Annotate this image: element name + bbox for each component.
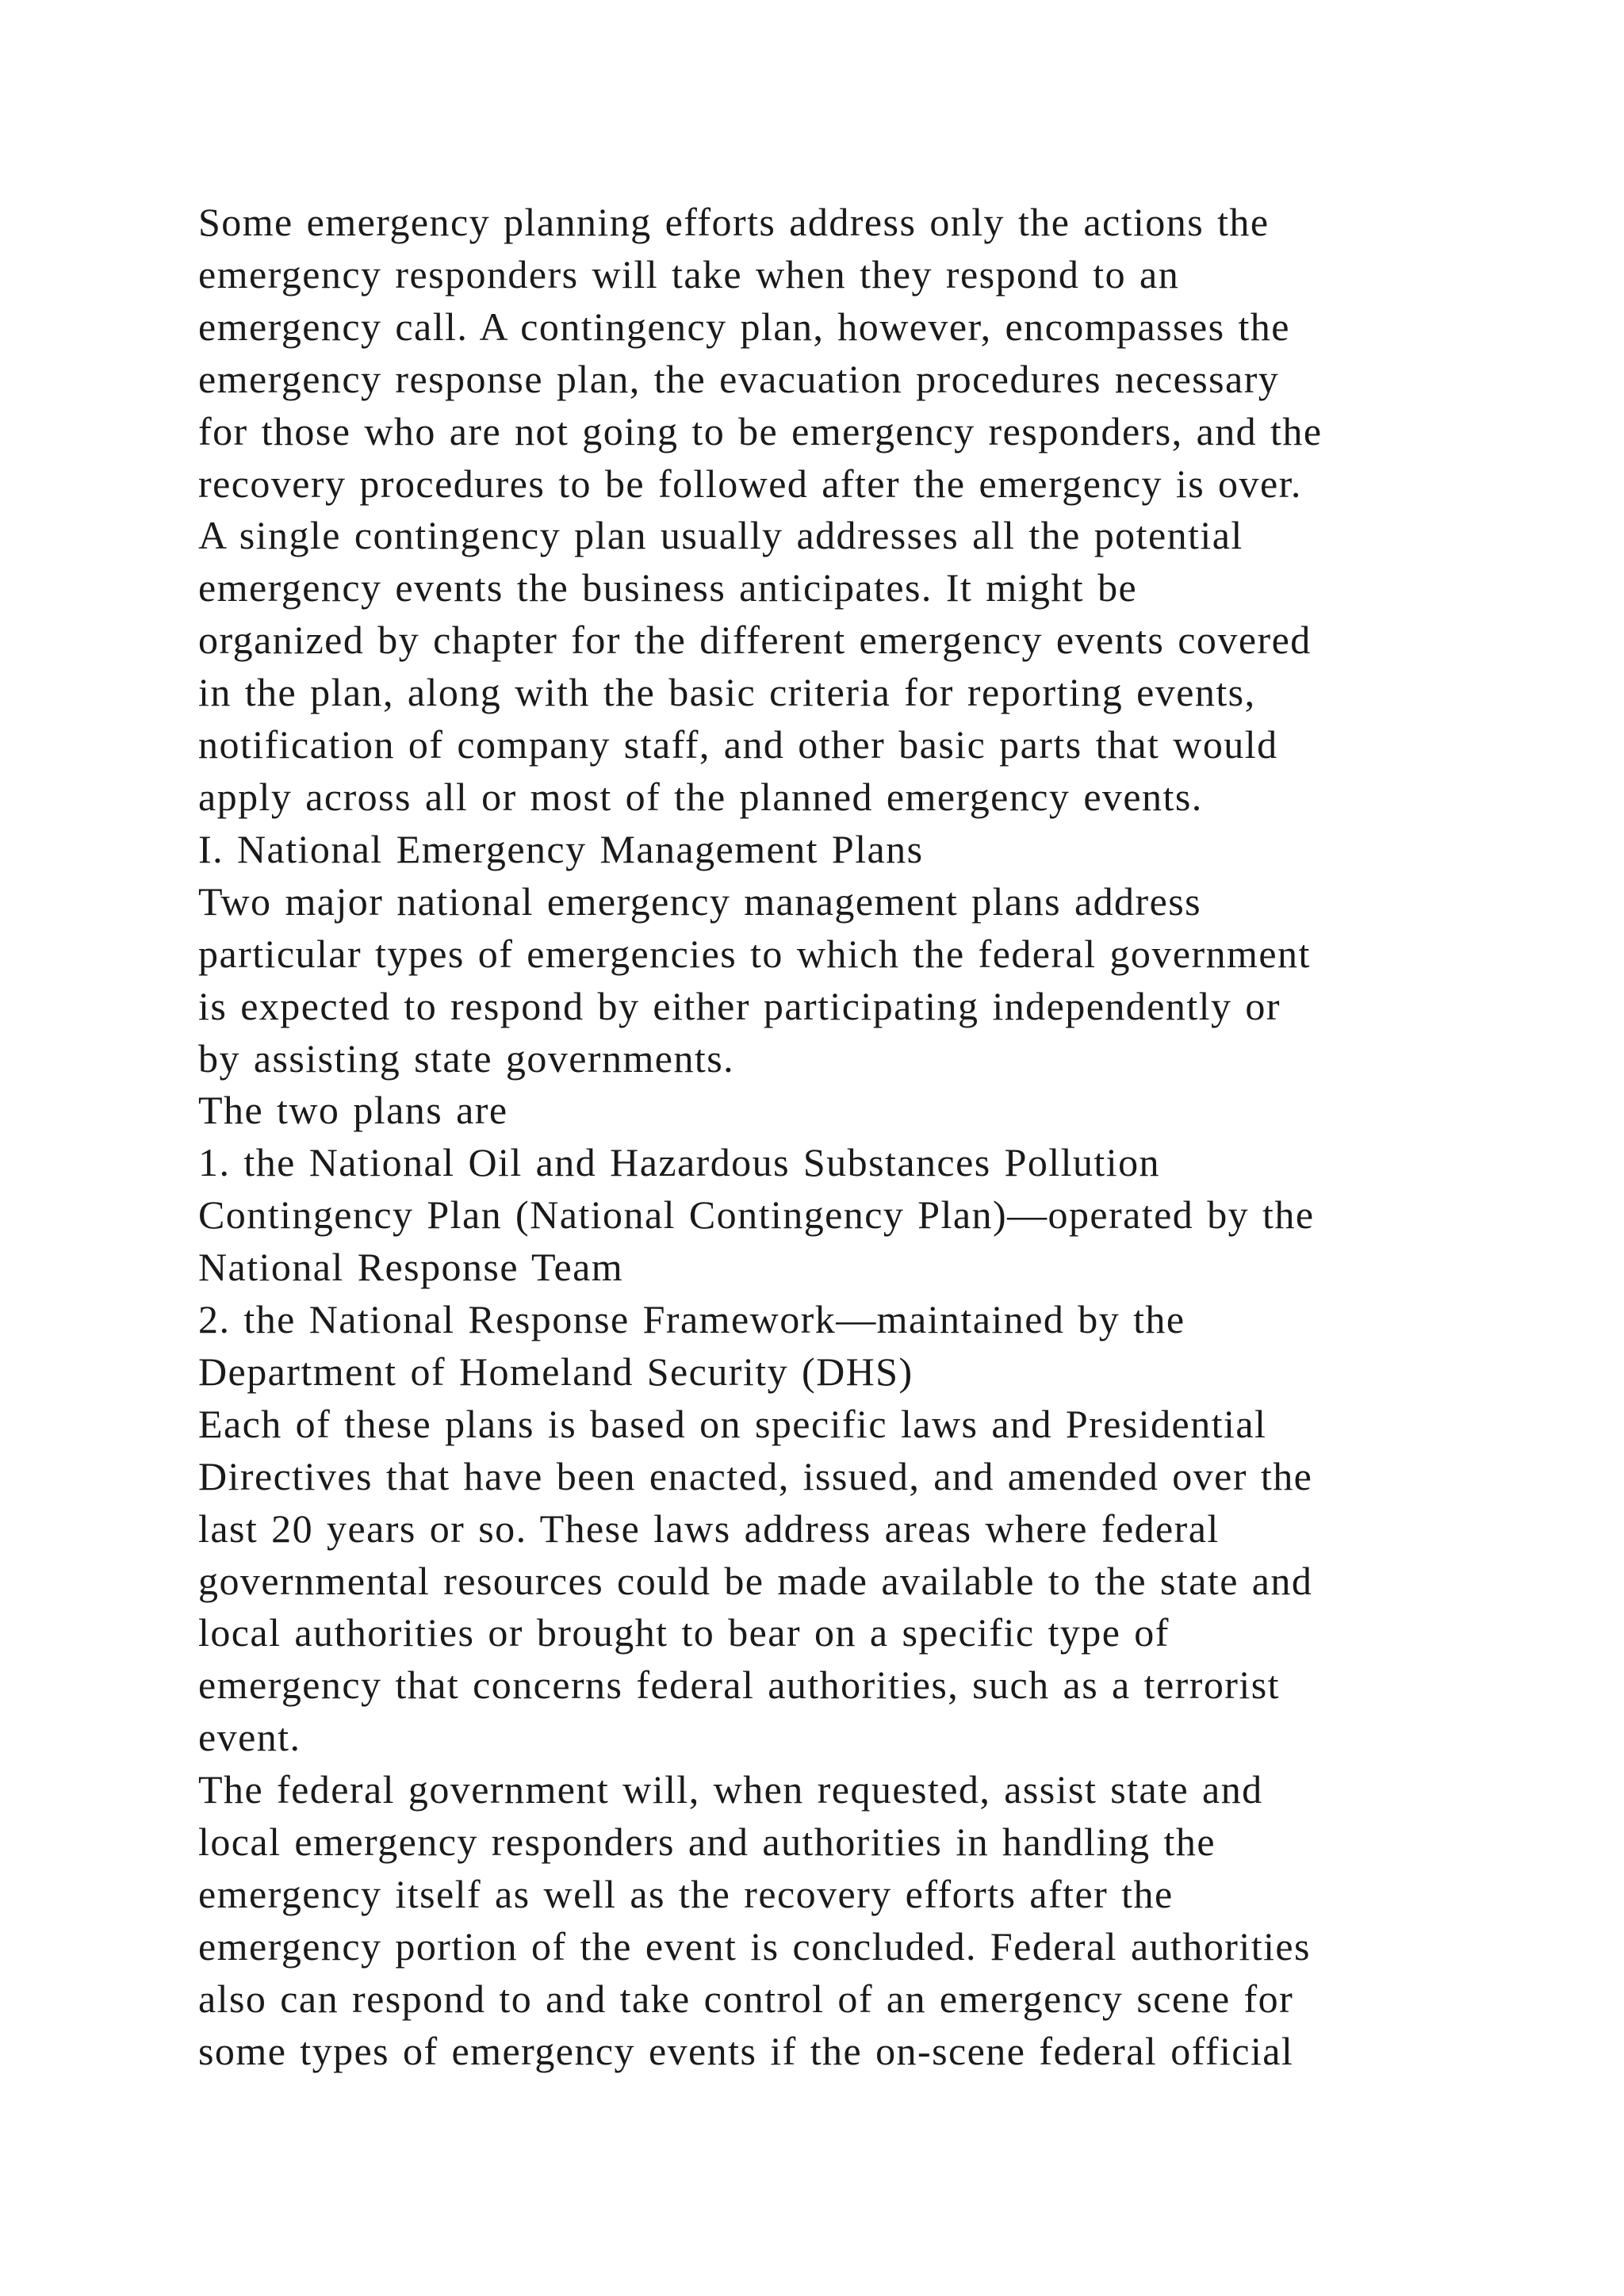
text-line: emergency portion of the event is concluded. Federal authorities <box>198 1923 1311 1969</box>
text-line: also can respond to and take control of an emergency scene for <box>198 1976 1294 2021</box>
text-line: emergency response plan, the evacuation procedures necessary <box>198 356 1280 401</box>
text-line: apply across all or most of the planned emergency events. <box>198 774 1203 819</box>
text-line: is expected to respond by either participating independently or <box>198 983 1281 1028</box>
text-line: emergency that concerns federal authorities, such as a terrorist <box>198 1663 1280 1708</box>
text-line: The federal government will, when requested, assist state and <box>198 1767 1263 1812</box>
text-line: some types of emergency events if the on-scene federal official <box>198 2028 1294 2073</box>
text-line: event. <box>198 1715 301 1760</box>
text-line: Two major national emergency management plans address <box>198 878 1202 924</box>
text-line: A single contingency plan usually addresses all the potential <box>198 513 1243 558</box>
text-line: emergency events the business anticipates. It might be <box>198 565 1138 610</box>
text-line: governmental resources could be made available to the state and <box>198 1558 1313 1603</box>
text-line: local authorities or brought to bear on a specific type of <box>198 1610 1170 1655</box>
text-line: Directives that have been enacted, issued, and amended over the <box>198 1453 1313 1498</box>
list-item-continuation: Department of Homeland Security (DHS) <box>198 1349 914 1394</box>
section-heading: I. National Emergency Management Plans <box>198 826 924 871</box>
text-line: Some emergency planning efforts address only the actions the <box>198 200 1270 244</box>
text-line: in the plan, along with the basic criteria for reporting events, <box>198 670 1256 715</box>
text-line: The two plans are <box>198 1088 508 1133</box>
text-line: for those who are not going to be emergency responders, and the <box>198 408 1323 453</box>
text-line: emergency responders will take when they respond to an <box>198 251 1180 297</box>
text-line: notification of company staff, and other basic parts that would <box>198 722 1278 767</box>
list-item-continuation: Contingency Plan (National Contingency Plan)—operated by the <box>198 1192 1315 1238</box>
text-line: organized by chapter for the different emergency events covered <box>198 618 1312 663</box>
text-line: recovery procedures to be followed after the emergency is over. <box>198 461 1302 506</box>
text-line: last 20 years or so. These laws address areas where federal <box>198 1506 1220 1551</box>
list-item-continuation: National Response Team <box>198 1245 624 1290</box>
text-line: by assisting state governments. <box>198 1035 735 1081</box>
text-line: emergency itself as well as the recovery efforts after the <box>198 1872 1174 1916</box>
text-line: particular types of emergencies to which the federal government <box>198 931 1311 976</box>
document-body <box>198 197 1499 2078</box>
text-line: Each of these plans is based on specific laws and Presidential <box>198 1401 1267 1446</box>
list-item: 1. the National Oil and Hazardous Substances Pollution <box>198 1140 1160 1185</box>
text-line: local emergency responders and authorities in handling the <box>198 1820 1216 1865</box>
text-line: emergency call. A contingency plan, however, encompasses the <box>198 304 1290 349</box>
list-item: 2. the National Response Framework—maintained by the <box>198 1297 1185 1342</box>
